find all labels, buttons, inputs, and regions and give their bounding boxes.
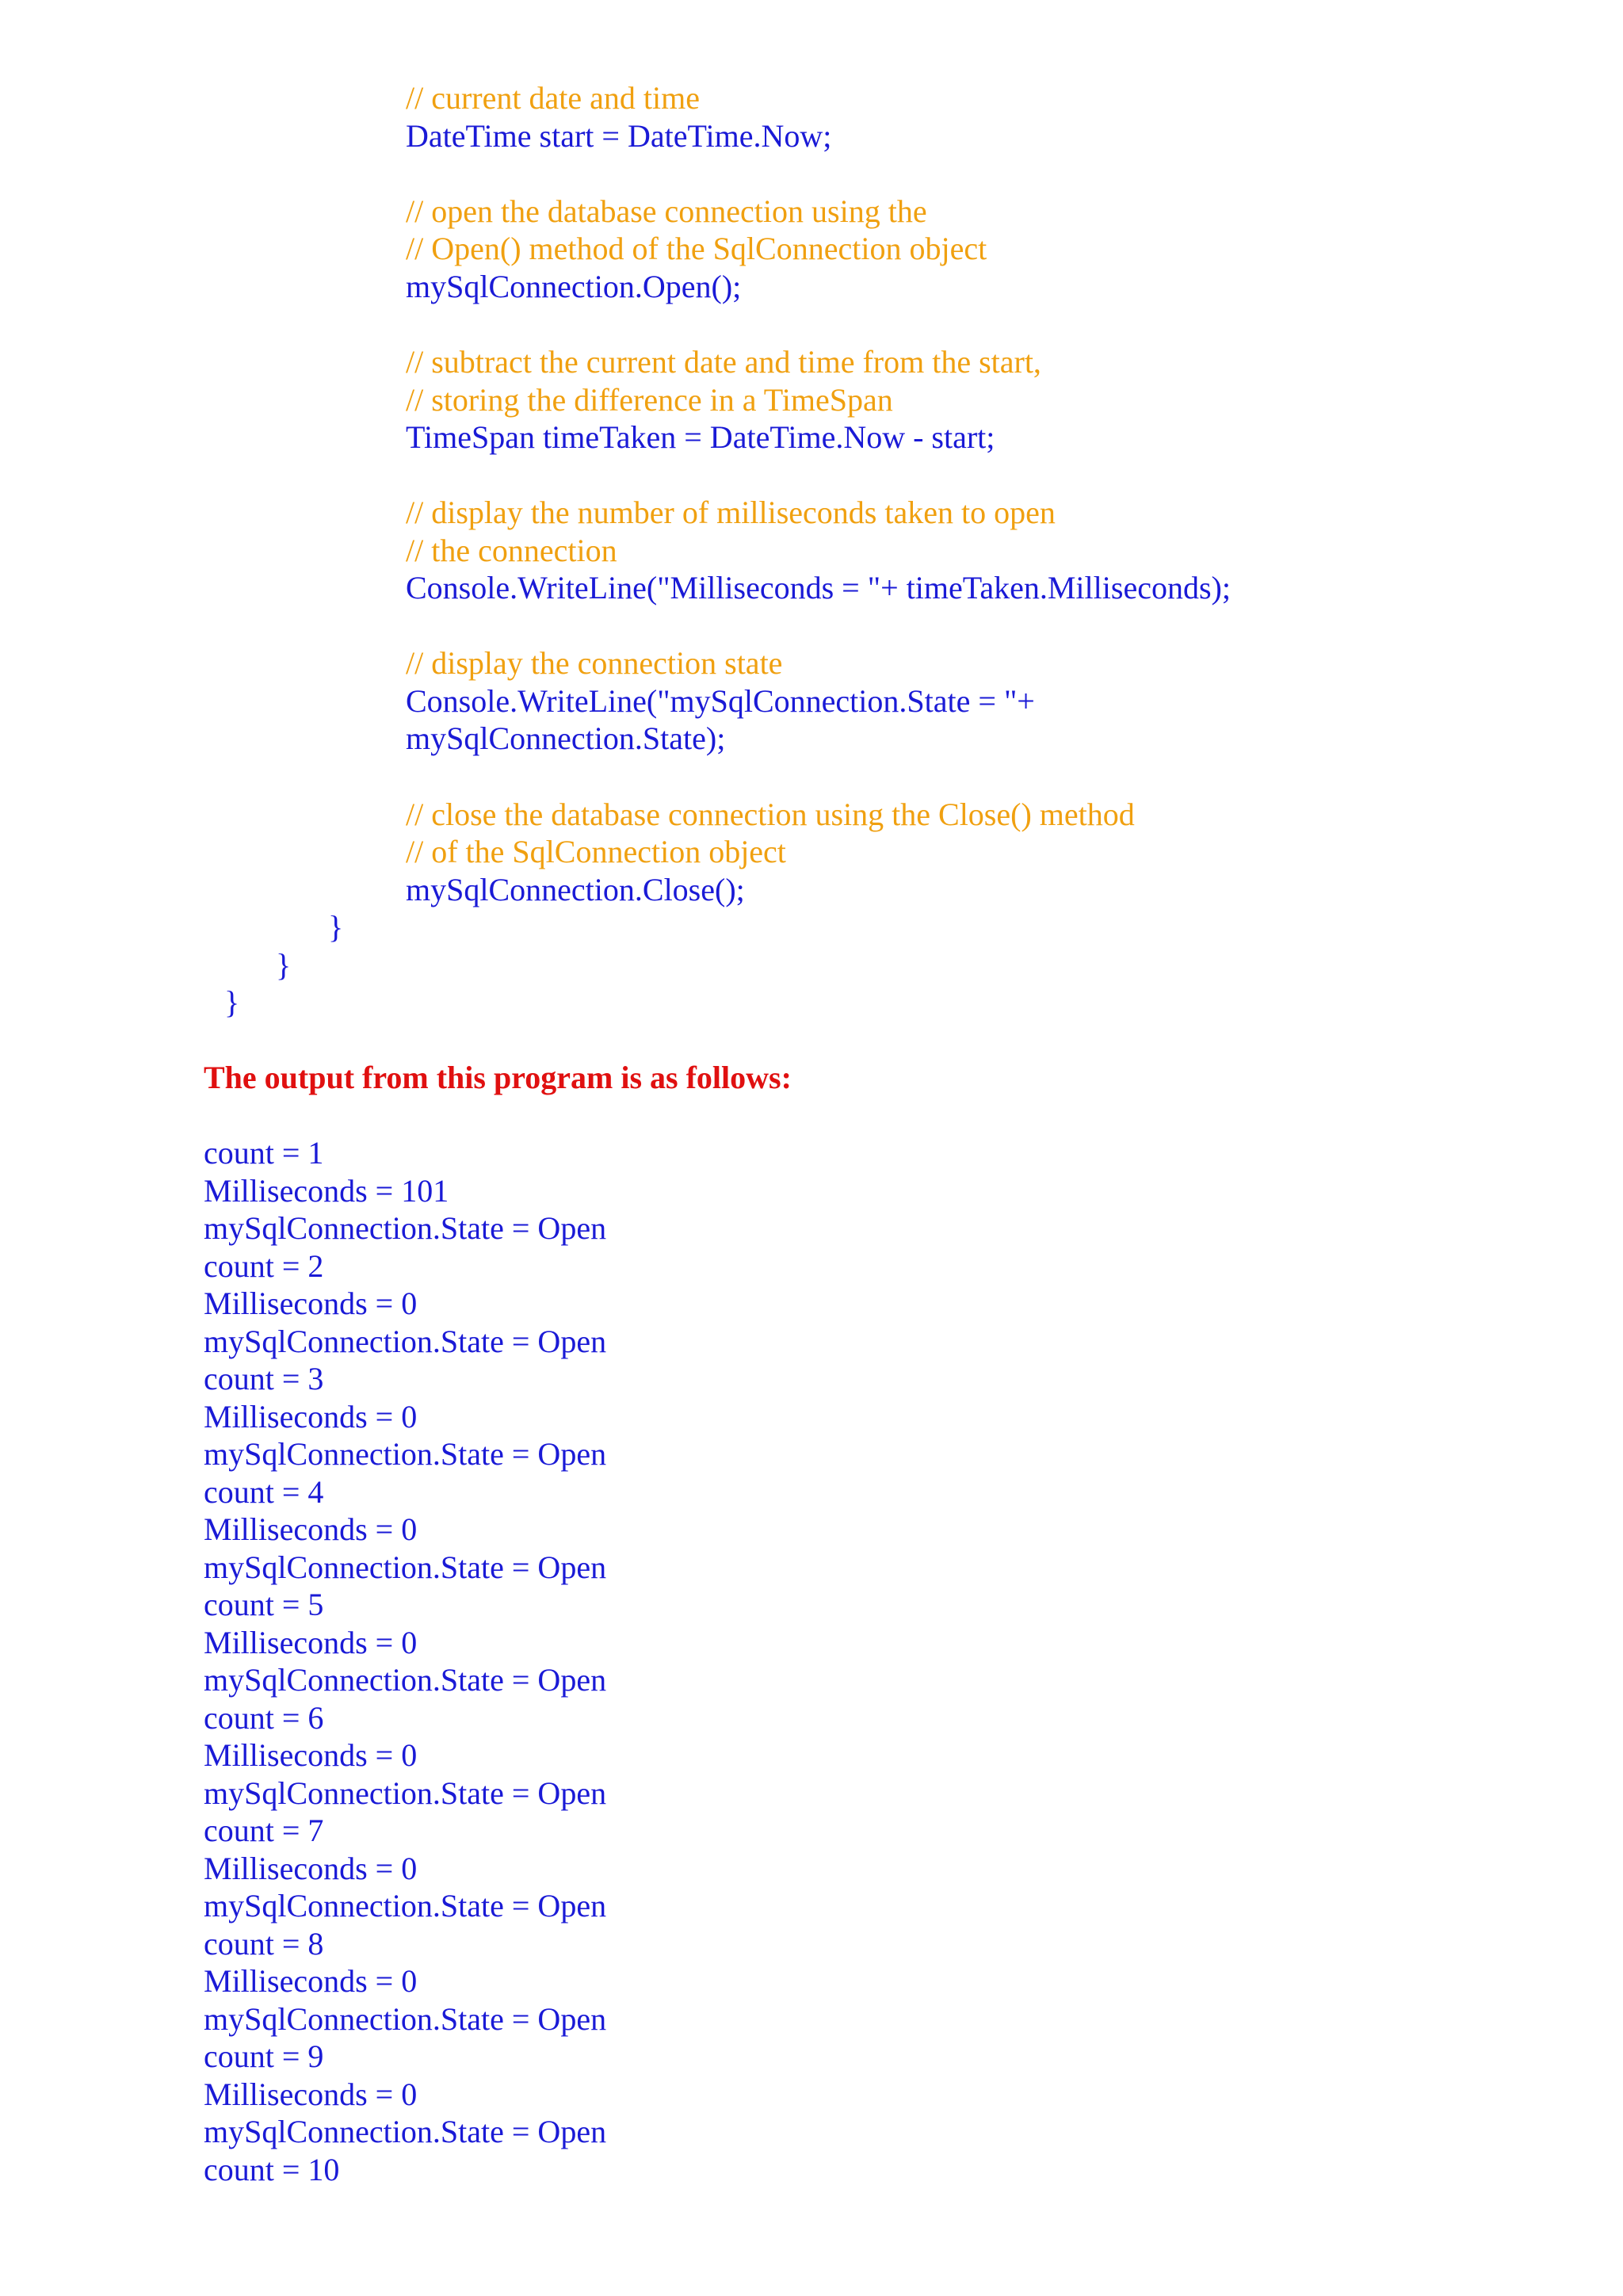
closing-brace: } xyxy=(276,947,292,983)
closing-brace: } xyxy=(224,984,240,1020)
code-comment: // Open() method of the SqlConnection object xyxy=(406,231,987,266)
output-line: Milliseconds = 0 xyxy=(204,1399,418,1435)
code-line: DateTime start = DateTime.Now; xyxy=(406,118,832,154)
output-line: count = 10 xyxy=(204,2152,340,2187)
code-line: Console.WriteLine("Milliseconds = "+ timeTaken.Milliseconds); xyxy=(406,570,1231,606)
code-line: Console.WriteLine("mySqlConnection.State = "+ xyxy=(406,683,1035,719)
output-heading: The output from this program is as follows: xyxy=(204,1060,792,1095)
output-line: mySqlConnection.State = Open xyxy=(204,1210,607,1246)
code-comment: // current date and time xyxy=(406,80,700,116)
output-line: count = 8 xyxy=(204,1926,324,1962)
code-comment: // open the database connection using the xyxy=(406,193,927,229)
output-line: count = 7 xyxy=(204,1813,324,1848)
code-line: mySqlConnection.Close(); xyxy=(406,872,745,907)
closing-brace: } xyxy=(328,909,344,945)
output-line: mySqlConnection.State = Open xyxy=(204,1436,607,1472)
output-line: Milliseconds = 0 xyxy=(204,2076,418,2112)
output-line: Milliseconds = 0 xyxy=(204,1511,418,1547)
output-line: Milliseconds = 0 xyxy=(204,1963,418,1999)
code-comment: // close the database connection using the Close() method xyxy=(406,797,1135,832)
output-line: count = 4 xyxy=(204,1474,324,1510)
output-line: count = 9 xyxy=(204,2038,324,2074)
output-line: Milliseconds = 101 xyxy=(204,1173,449,1209)
code-comment: // of the SqlConnection object xyxy=(406,834,786,869)
output-line: Milliseconds = 0 xyxy=(204,1625,418,1660)
code-line: mySqlConnection.State); xyxy=(406,720,726,756)
code-line: TimeSpan timeTaken = DateTime.Now - start; xyxy=(406,419,995,455)
output-line: count = 2 xyxy=(204,1248,324,1284)
output-line: mySqlConnection.State = Open xyxy=(204,1549,607,1585)
output-line: count = 1 xyxy=(204,1135,324,1171)
output-line: count = 3 xyxy=(204,1361,324,1396)
code-comment: // display the number of milliseconds taken to open xyxy=(406,495,1056,530)
code-comment: // storing the difference in a TimeSpan xyxy=(406,382,893,418)
code-comment: // subtract the current date and time from the start, xyxy=(406,344,1041,380)
code-line: mySqlConnection.Open(); xyxy=(406,269,742,304)
output-line: mySqlConnection.State = Open xyxy=(204,1662,607,1698)
code-comment: // display the connection state xyxy=(406,645,783,681)
output-line: mySqlConnection.State = Open xyxy=(204,2001,607,2037)
code-comment: // the connection xyxy=(406,533,617,568)
output-line: mySqlConnection.State = Open xyxy=(204,1775,607,1811)
output-line: Milliseconds = 0 xyxy=(204,1286,418,1321)
output-line: mySqlConnection.State = Open xyxy=(204,2114,607,2149)
output-line: mySqlConnection.State = Open xyxy=(204,1888,607,1924)
output-line: mySqlConnection.State = Open xyxy=(204,1324,607,1359)
output-line: count = 6 xyxy=(204,1700,324,1736)
output-line: Milliseconds = 0 xyxy=(204,1851,418,1886)
output-line: count = 5 xyxy=(204,1587,324,1622)
output-line: Milliseconds = 0 xyxy=(204,1737,418,1773)
